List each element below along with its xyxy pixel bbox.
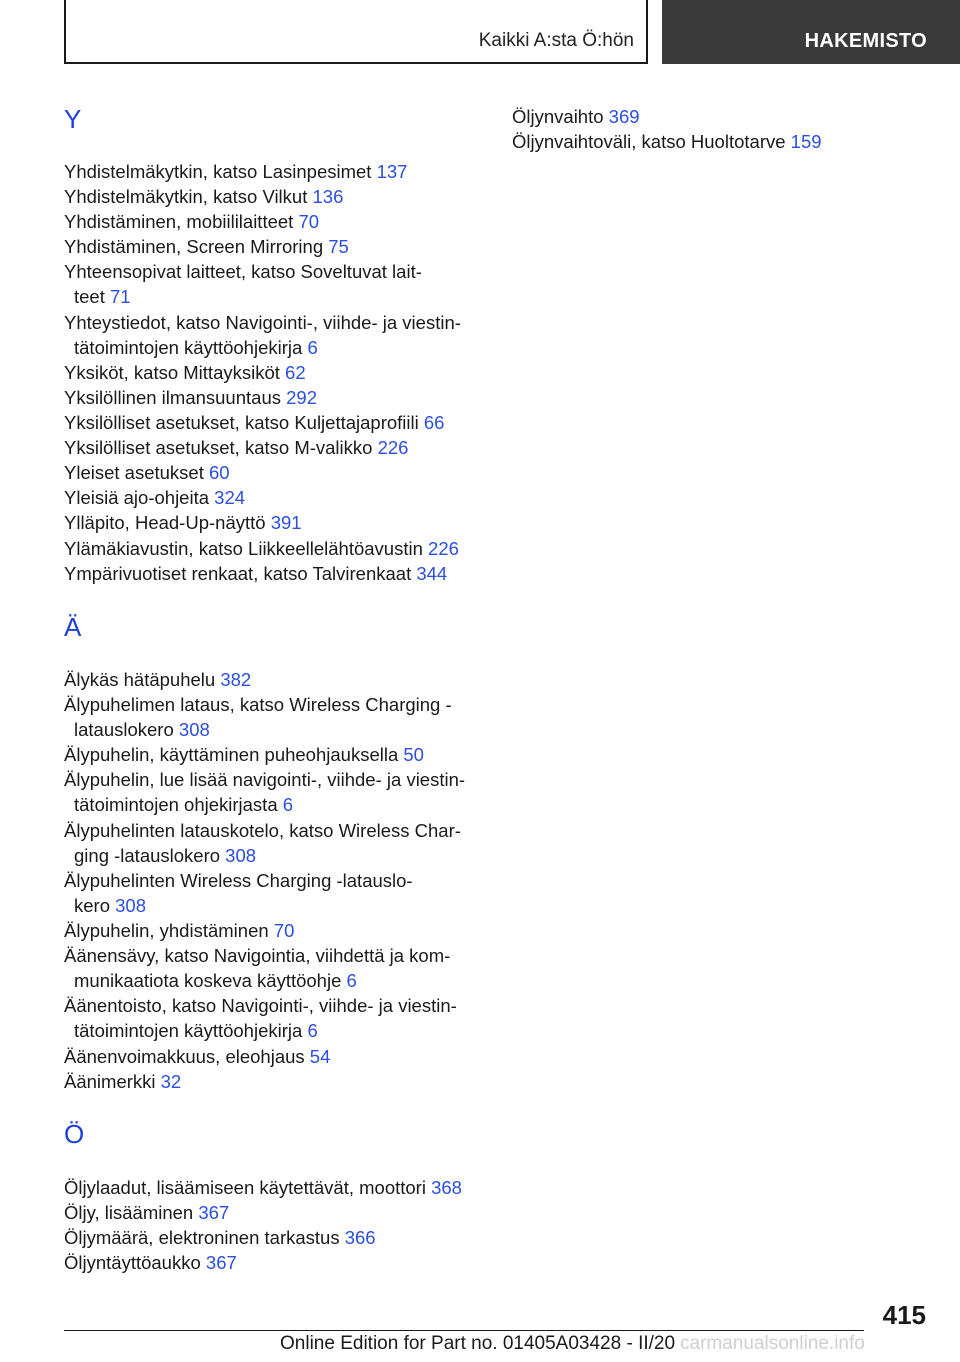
index-entry-text: Äänenvoimakkuus, eleohjaus	[64, 1045, 305, 1067]
index-entry-page-link[interactable]: 6	[346, 970, 357, 992]
index-entry	[64, 1200, 229, 1225]
index-entry-page-link[interactable]: 367	[205, 1252, 237, 1274]
section-letter-y: Y	[64, 104, 82, 134]
index-entry-page-link[interactable]: 70	[298, 211, 320, 233]
index-entry-text: Öljylaadut, lisäämiseen käytettävät, moottori	[64, 1177, 426, 1198]
index-entry-text: Yhdistäminen, Screen Mirroring	[64, 236, 324, 258]
index-entry-text: Yksilölliset asetukset, katso Kuljettajaprofiili	[64, 412, 419, 433]
index-entry-page-link[interactable]: 368	[431, 1177, 462, 1198]
index-entry-page-link[interactable]: 159	[790, 131, 822, 153]
index-entry-text: Öljymäärä, elektroninen tarkastus	[64, 1227, 340, 1249]
index-entry-page-link[interactable]: 6	[307, 1020, 318, 1042]
index-entry-text: Yksiköt, katso Mittayksiköt	[64, 361, 280, 383]
index-entry	[64, 460, 230, 485]
index-entry-text: Yhdistelmäkytkin, katso Lasinpesimet	[64, 161, 372, 182]
index-entry-text: Älypuhelinten Wireless Charging -latauslo-	[64, 869, 413, 891]
index-entry	[64, 536, 459, 561]
index-entry-text: Äänensävy, katso Navigointia, viihdettä ja kom-	[64, 945, 451, 967]
index-entry-page-link[interactable]: 71	[110, 286, 131, 308]
header-section-title: HAKEMISTO	[804, 30, 927, 52]
index-entry	[64, 234, 349, 259]
index-entry	[64, 310, 461, 360]
index-entry-page-link[interactable]: 62	[285, 361, 306, 383]
index-entry-page-link[interactable]: 344	[416, 562, 448, 584]
index-entry-page-link[interactable]: 366	[344, 1227, 376, 1249]
index-entry-page-link[interactable]: 308	[225, 844, 257, 866]
index-entry	[64, 692, 452, 742]
index-entry-page-link[interactable]: 66	[423, 412, 445, 433]
index-entry	[64, 184, 343, 209]
index-entry-text: Äänimerkki	[64, 1070, 156, 1092]
index-entry-text: Ylämäkiavustin, katso Liikkeellelähtöavustin	[64, 537, 423, 559]
index-entry-page-link[interactable]: 137	[376, 161, 408, 182]
index-entry	[64, 485, 245, 510]
header-section-title-tab	[662, 0, 960, 64]
index-entry-page-link[interactable]: 391	[270, 512, 302, 534]
index-entry-text: Yhteystiedot, katso Navigointi-, viihde- ja viestin-	[64, 311, 461, 333]
index-entry-page-link[interactable]: 60	[209, 462, 230, 484]
index-entry-text: Älypuhelinten latauskotelo, katso Wireless Char-	[64, 819, 461, 841]
index-entry-continuation: tätoimintojen ohjekirjasta	[74, 794, 278, 816]
index-entry-text: Älypuhelimen lataus, katso Wireless Charging -	[64, 694, 452, 716]
index-entry-continuation: ging -latauslokero	[74, 844, 221, 866]
header-section-tab[interactable]	[64, 0, 648, 64]
index-entry-page-link[interactable]: 75	[328, 236, 349, 258]
index-entry	[64, 767, 465, 817]
index-entry-page-link[interactable]: 6	[307, 336, 318, 358]
index-entry	[64, 1250, 237, 1275]
index-entry-text: Öljyntäyttöaukko	[64, 1252, 201, 1274]
footer-divider	[64, 1330, 864, 1331]
index-entry-page-link[interactable]: 308	[178, 719, 210, 741]
index-entry-continuation: munikaatiota koskeva käyttöohje	[74, 970, 342, 992]
index-entry-text: Yleiset asetukset	[64, 462, 204, 484]
index-entry-continuation: teet	[74, 286, 105, 308]
index-entry	[64, 209, 319, 234]
index-entry	[512, 129, 822, 154]
index-entry-text: Yhdistäminen, mobiililaitteet	[64, 211, 294, 233]
index-entry-page-link[interactable]: 32	[160, 1070, 182, 1092]
index-entry	[64, 159, 407, 184]
index-entry-text: Ympärivuotiset renkaat, katso Talvirenkaat	[64, 562, 412, 584]
index-entry-page-link[interactable]: 367	[198, 1202, 230, 1224]
index-entry	[64, 918, 294, 943]
index-entry	[64, 435, 408, 460]
index-entry-continuation: kero	[74, 894, 110, 916]
index-entry-page-link[interactable]: 308	[115, 894, 147, 916]
index-entry	[64, 1175, 462, 1200]
index-entry	[64, 1069, 181, 1094]
index-entry-continuation: tätoimintojen käyttöohjekirja	[74, 1020, 303, 1042]
index-entry-page-link[interactable]: 324	[214, 487, 246, 509]
index-entry-text: Älypuhelin, yhdistäminen	[64, 920, 269, 941]
index-entry-text: Ylläpito, Head-Up-näyttö	[64, 512, 266, 534]
page-number: 415	[882, 1300, 926, 1330]
index-entry	[64, 993, 457, 1043]
footer-edition: Online Edition for Part no. 01405A03428 - II/20	[280, 1333, 676, 1354]
index-entry	[512, 104, 640, 129]
index-entry	[64, 360, 306, 385]
index-entry	[64, 561, 447, 586]
index-entry	[64, 1044, 330, 1069]
footer-watermark: carmanualsonline.info	[680, 1333, 865, 1354]
index-entry	[64, 510, 302, 535]
header-section-link[interactable]: Kaikki A:sta Ö:hön	[478, 30, 634, 51]
index-entry	[64, 818, 461, 868]
index-entry-text: Öljynvaihto	[512, 106, 604, 127]
index-entry-text: Älypuhelin, käyttäminen puheohjauksella	[64, 744, 399, 766]
index-entry-text: Älykäs hätäpuhelu	[64, 669, 216, 690]
index-entry-text: Yleisiä ajo-ohjeita	[64, 487, 210, 509]
index-entry-page-link[interactable]: 136	[312, 186, 344, 208]
index-entry	[64, 868, 413, 918]
index-entry-page-link[interactable]: 226	[428, 537, 459, 559]
index-entry-continuation: tätoimintojen käyttöohjekirja	[74, 336, 303, 358]
index-entry	[64, 385, 317, 410]
index-entry-text: Yhdistelmäkytkin, katso Vilkut	[64, 186, 308, 208]
index-entry-text: Yksilöllinen ilmansuuntaus	[64, 386, 281, 408]
index-entry	[64, 742, 424, 767]
index-entry-page-link[interactable]: 50	[403, 744, 424, 766]
index-entry-text: Öljy, lisääminen	[64, 1202, 194, 1224]
index-entry-text: Yksilölliset asetukset, katso M-valikko	[64, 437, 373, 459]
index-entry-page-link[interactable]: 70	[273, 920, 295, 941]
index-entry	[64, 943, 450, 993]
index-entry-text: Älypuhelin, lue lisää navigointi-, viihde- ja viestin-	[64, 769, 466, 791]
index-entry	[64, 667, 251, 692]
section-letter-ae: Ä	[64, 612, 82, 642]
index-entry-continuation: latauslokero	[74, 719, 174, 741]
index-entry	[64, 410, 444, 435]
index-entry-page-link[interactable]: 54	[309, 1045, 331, 1067]
index-entry-page-link[interactable]: 292	[286, 386, 317, 408]
index-entry-text: Äänentoisto, katso Navigointi-, viihde- ja viestin-	[64, 995, 457, 1017]
index-entry	[64, 259, 422, 309]
index-entry-text: Yhteensopivat laitteet, katso Soveltuvat lait-	[64, 261, 422, 283]
index-entry-page-link[interactable]: 226	[377, 437, 409, 459]
index-entry-page-link[interactable]: 369	[608, 106, 640, 127]
index-entry-text: Öljynvaihtoväli, katso Huoltotarve	[512, 131, 786, 153]
index-entry	[64, 1225, 376, 1250]
section-letter-oe: Ö	[64, 1119, 85, 1149]
index-entry-page-link[interactable]: 382	[220, 669, 252, 690]
index-entry-page-link[interactable]: 6	[282, 794, 294, 816]
